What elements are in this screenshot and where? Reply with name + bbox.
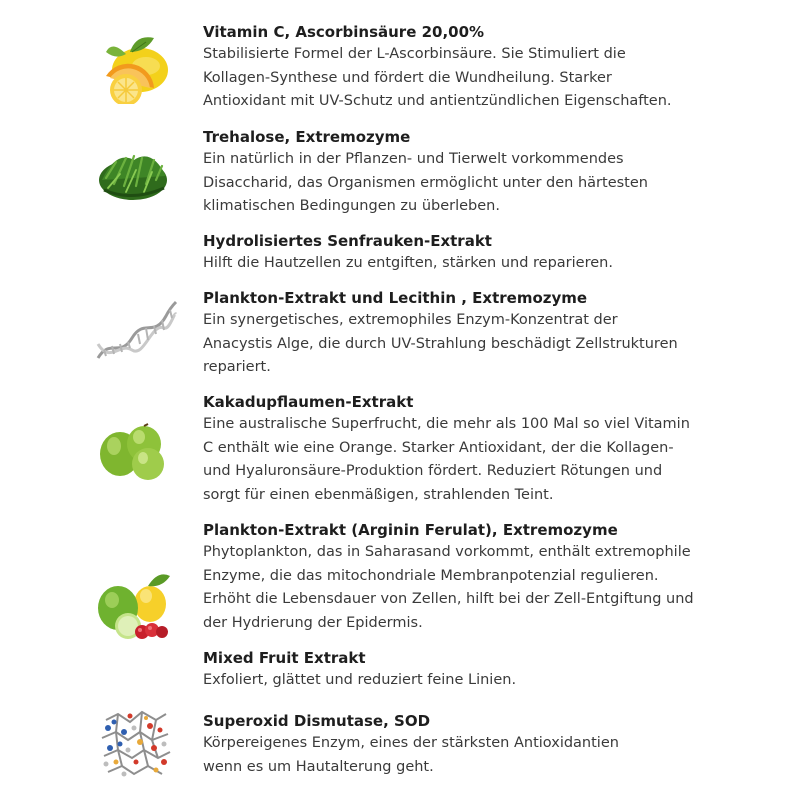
dna-helix-icon (94, 298, 178, 364)
ingredient-senfrauken (203, 230, 763, 276)
mixed-fruit-icon (94, 570, 174, 642)
ingredient-trehalose (203, 126, 763, 219)
ingredient-kakadupflaume (203, 391, 763, 507)
ingredient-plankton-lecithin (203, 287, 763, 380)
ingredient-title: Hydrolisiertes Senfrauken-Extrakt (203, 232, 492, 250)
ingredient-title: Plankton-Extrakt und Lecithin , Extremozyme (203, 289, 588, 307)
molecule-structure-icon (94, 704, 176, 782)
citrus-fruit-icon (96, 30, 174, 104)
ingredient-description: Hilft die Hautzellen zu entgiften, stärken und reparieren. (203, 255, 613, 271)
ingredient-description: Körpereigenes Enzym, eines der stärksten Antioxidantien wenn es um Hautalterung geht. (203, 735, 619, 775)
ingredient-plankton-arginin (203, 519, 763, 635)
ingredient-title: Vitamin C, Ascorbinsäure 20,00% (203, 23, 485, 41)
ingredient-title: Kakadupflaumen-Extrakt (203, 393, 414, 411)
ingredient-vitamin-c (203, 21, 763, 114)
ingredient-description: Phytoplankton, das in Saharasand vorkommt, enthält extremophile Enzyme, die das mitochondriale Membranpotenzial regulieren. Erhöht die Lebensdauer von Zellen, hilft bei der Zell-Entgiftung und der Hydrierung der Epidermis. (203, 544, 694, 631)
green-herb-icon (96, 140, 170, 206)
ingredient-title: Superoxid Dismutase, SOD (203, 712, 431, 730)
kakadu-plum-icon (98, 422, 170, 482)
ingredient-description: Exfoliert, glättet und reduziert feine Linien. (203, 672, 517, 688)
ingredient-description: Ein synergetisches, extremophiles Enzym-Konzentrat der Anacystis Alge, die durch UV-Strahlung beschädigt Zellstrukturen repariert. (203, 312, 678, 375)
ingredient-description: Eine australische Superfrucht, die mehr als 100 Mal so viel Vitamin C enthält wie eine Orange. Starker Antioxidant, der die Kollagen- und Hyaluronsäure-Produktion fördert. Reduziert Rötungen und sorgt für einen ebenmäßigen, strahlenden Teint. (203, 416, 690, 503)
ingredient-title: Plankton-Extrakt (Arginin Ferulat), Extremozyme (203, 521, 618, 539)
ingredient-sod (203, 710, 763, 779)
ingredient-mixed-fruit (203, 647, 763, 693)
ingredient-title: Trehalose, Extremozyme (203, 128, 411, 146)
ingredient-title: Mixed Fruit Extrakt (203, 649, 366, 667)
ingredient-description: Stabilisierte Formel der L-Ascorbinsäure. Sie Stimuliert die Kollagen-Synthese und fördert die Wundheilung. Starker Antioxidant mit UV-Schutz und antientzündlichen Eigenschaften. (203, 46, 672, 109)
ingredient-description: Ein natürlich in der Pflanzen- und Tierwelt vorkommendes Disaccharid, das Organismen ermöglicht unter den härtesten klimatischen Bedingungen zu überleben. (203, 151, 648, 214)
